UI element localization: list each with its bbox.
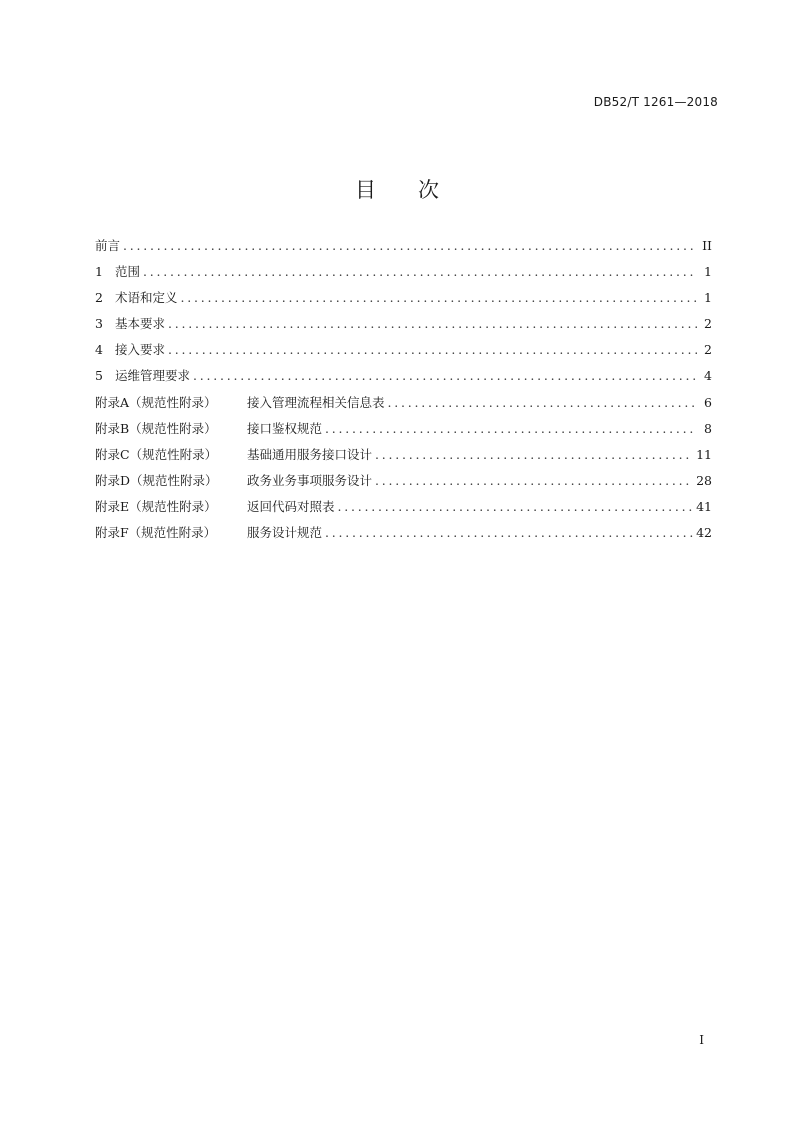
toc-dot-leader bbox=[168, 342, 697, 357]
toc-entry-appendix-label: 附录B（规范性附录） bbox=[95, 420, 217, 436]
toc-entry[interactable] bbox=[95, 445, 712, 471]
toc-dot-leader bbox=[193, 368, 697, 383]
toc-dot-leader bbox=[375, 473, 693, 488]
toc-dot-leader bbox=[181, 290, 697, 305]
toc-dot-leader bbox=[388, 395, 697, 410]
toc-entry[interactable] bbox=[95, 340, 712, 366]
toc-entry-title: 基本要求 bbox=[115, 316, 166, 332]
toc-dot-leader bbox=[325, 525, 693, 540]
toc-entry[interactable] bbox=[95, 236, 712, 262]
toc-entry-title: 术语和定义 bbox=[115, 290, 178, 306]
toc-entry-title: 服务设计规范 bbox=[247, 525, 323, 541]
toc-entry[interactable] bbox=[95, 288, 712, 314]
toc-entry-number: 2 bbox=[95, 290, 103, 306]
toc-entry-page: 28 bbox=[696, 472, 712, 488]
toc-entry-title: 政务业务事项服务设计 bbox=[247, 472, 373, 488]
title-char-1: 目 bbox=[355, 178, 376, 202]
toc-entry-number: 5 bbox=[95, 368, 103, 384]
toc-entry-page: 42 bbox=[696, 525, 712, 541]
toc-entry-appendix-label: 附录F（规范性附录） bbox=[95, 525, 217, 541]
title-char-2: 次 bbox=[418, 178, 439, 202]
document-code: DB52/T 1261—2018 bbox=[593, 95, 718, 109]
toc-entry-title: 运维管理要求 bbox=[115, 368, 191, 384]
toc-entry[interactable] bbox=[95, 471, 712, 497]
toc-entry[interactable] bbox=[95, 314, 712, 340]
toc-dot-leader bbox=[168, 316, 697, 331]
toc-entry-title: 接口鉴权规范 bbox=[247, 420, 323, 436]
toc-entry-title: 接入管理流程相关信息表 bbox=[247, 394, 385, 410]
toc-dot-leader bbox=[375, 447, 693, 462]
toc-entry[interactable] bbox=[95, 497, 712, 523]
toc-entry-number: 4 bbox=[95, 342, 103, 358]
page-title bbox=[0, 174, 794, 204]
toc-entry-appendix-label: 附录A（规范性附录） bbox=[95, 394, 217, 410]
toc-entry-page: 1 bbox=[704, 290, 712, 306]
toc-entry-appendix-label: 附录D（规范性附录） bbox=[95, 472, 218, 488]
toc-dot-leader bbox=[143, 264, 697, 279]
toc-entry-title: 接入要求 bbox=[115, 342, 166, 358]
toc-entry-page: II bbox=[702, 238, 712, 253]
table-of-contents bbox=[95, 236, 712, 549]
toc-entry-title: 返回代码对照表 bbox=[247, 498, 335, 514]
toc-entry[interactable] bbox=[95, 523, 712, 549]
toc-dot-leader bbox=[338, 499, 694, 514]
toc-entry-appendix-label: 附录E（规范性附录） bbox=[95, 498, 217, 514]
page-number: I bbox=[699, 1033, 704, 1047]
toc-entry-page: 1 bbox=[704, 264, 712, 280]
toc-dot-leader bbox=[325, 421, 697, 436]
toc-entry-page: 6 bbox=[704, 394, 712, 410]
toc-entry[interactable] bbox=[95, 419, 712, 445]
toc-entry[interactable] bbox=[95, 262, 712, 288]
toc-entry-title: 范围 bbox=[115, 264, 141, 280]
toc-entry-appendix-label: 附录C（规范性附录） bbox=[95, 446, 218, 462]
toc-entry-page: 41 bbox=[696, 498, 712, 514]
toc-dot-leader bbox=[123, 238, 697, 253]
toc-entry[interactable] bbox=[95, 366, 712, 392]
toc-entry-number: 1 bbox=[95, 264, 103, 280]
toc-entry-page: 4 bbox=[704, 368, 712, 384]
toc-entry-page: 8 bbox=[704, 420, 712, 436]
toc-entry-page: 2 bbox=[704, 342, 712, 358]
toc-entry[interactable] bbox=[95, 393, 712, 419]
toc-entry-page: 2 bbox=[704, 316, 712, 332]
toc-entry-title: 前言 bbox=[95, 238, 121, 253]
toc-entry-title: 基础通用服务接口设计 bbox=[247, 446, 373, 462]
toc-entry-page: 11 bbox=[696, 446, 712, 462]
toc-entry-number: 3 bbox=[95, 316, 103, 332]
